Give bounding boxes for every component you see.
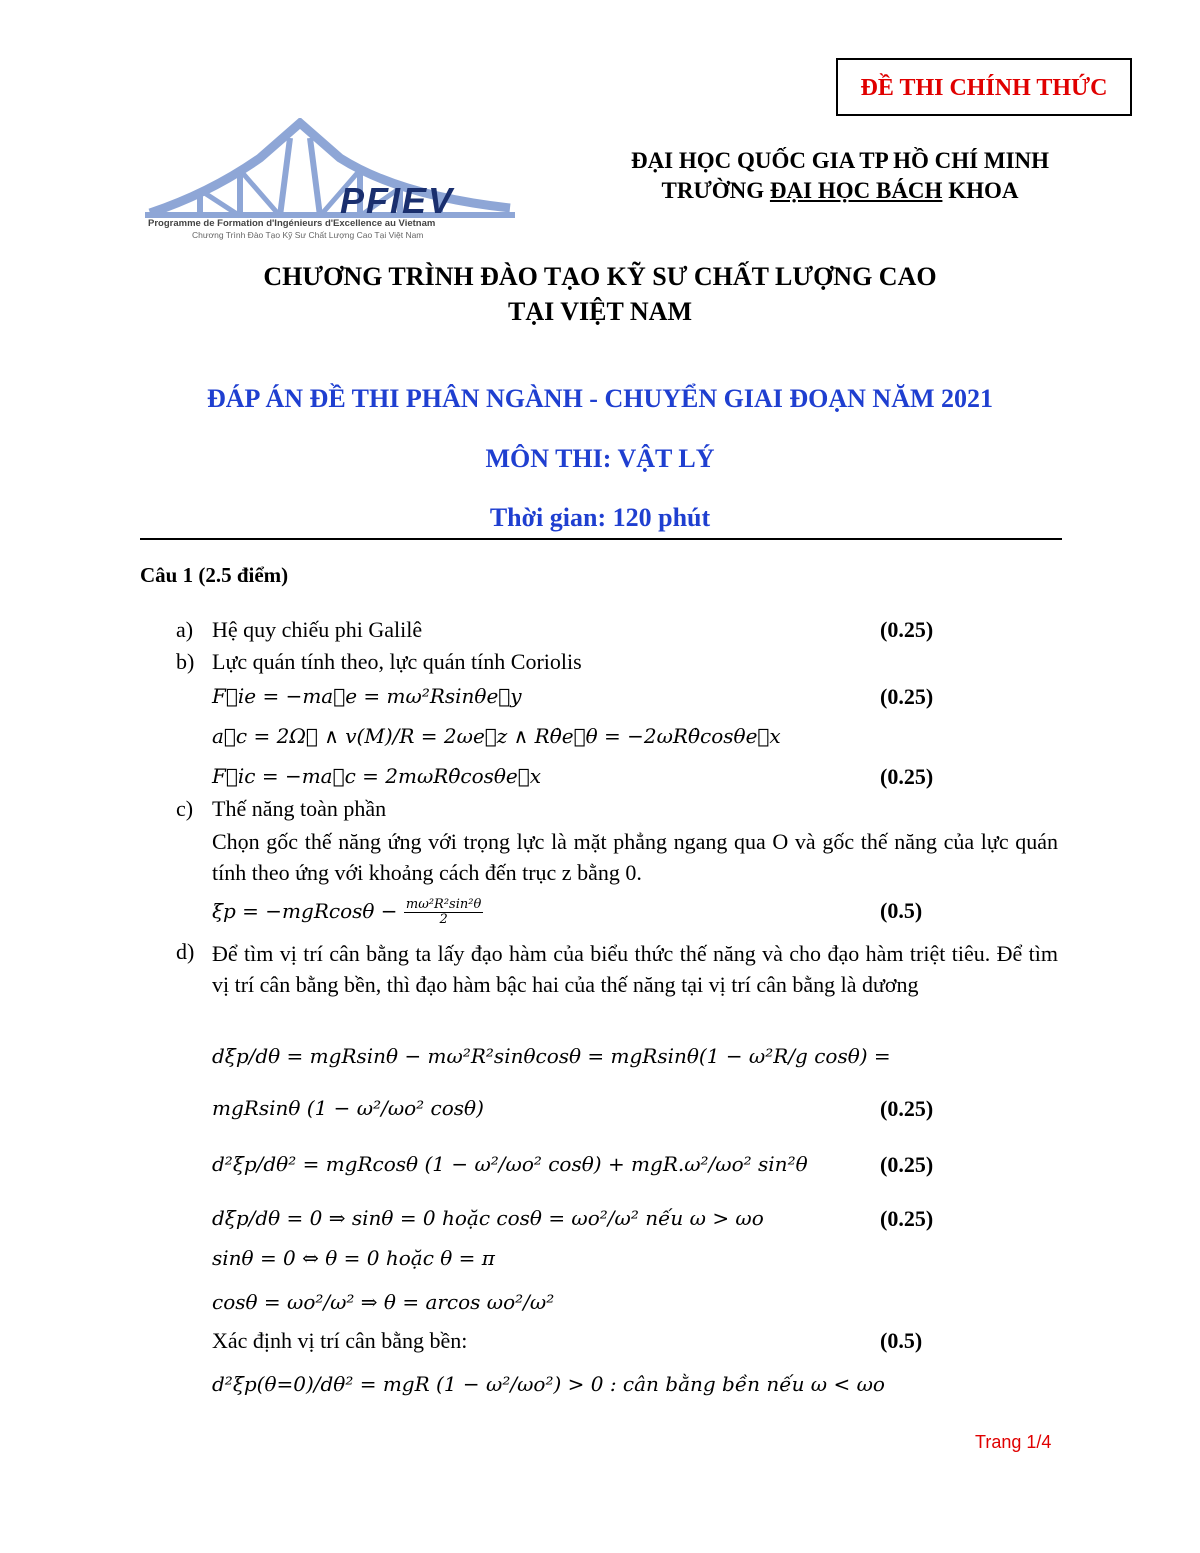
item-d-eq1: dξp/dθ = mgRsinθ − mω²R²sinθcosθ = mgRsinθ(1 − ω²R/g cosθ) = bbox=[212, 1044, 891, 1068]
item-b-eq2: a⃗c = 2Ω⃗ ∧ v(M)/R = 2ωe⃗z ∧ Rθ̇e⃗θ = −2ωRθ̇cosθe⃗x bbox=[212, 724, 781, 748]
exam-subject: MÔN THI: VẬT LÝ bbox=[485, 444, 715, 473]
item-d-eq7: d²ξp(θ=0)/dθ² = mgR (1 − ω²/ωo²) > 0 : cân bằng bền nếu ω < ωo bbox=[212, 1372, 885, 1396]
item-d-stable: Xác định vị trí cân bằng bền: (0.5) bbox=[212, 1328, 923, 1353]
program-title-line1: CHƯƠNG TRÌNH ĐÀO TẠO KỸ SƯ CHẤT LƯỢNG CAO bbox=[263, 262, 937, 291]
logo-tagline-fr: Programme de Formation d'Ingénieurs d'Excellence au Vietnam bbox=[148, 218, 436, 229]
university-name: ĐẠI HỌC QUỐC GIA TP HỒ CHÍ MINH bbox=[630, 148, 1050, 173]
item-d-eq4: dξp/dθ = 0 ⇒ sinθ = 0 hoặc cosθ = ωo²/ω² nếu ω > ωo (0.25) bbox=[212, 1206, 934, 1231]
pfiev-logo bbox=[140, 118, 520, 243]
official-exam-stamp: ĐỀ THI CHÍNH THỨC bbox=[836, 58, 1132, 116]
item-d: d) bbox=[176, 939, 195, 964]
school-name: TRƯỜNG ĐẠI HỌC BÁCH KHOA bbox=[661, 178, 1019, 203]
item-a: a) Hệ quy chiếu phi Galilê (0.25) bbox=[176, 617, 934, 642]
logo-tagline-vn: Chương Trình Đào Tạo Kỹ Sư Chất Lượng Cao Tại Việt Nam bbox=[192, 230, 424, 240]
item-d-eq2: mgRsinθ (1 − ω²/ωo² cosθ) (0.25) bbox=[212, 1096, 934, 1121]
item-c-paragraph: Chọn gốc thế năng ứng với trọng lực là mặt phẳng ngang qua O và gốc thế năng của lực quán tính theo ứng với khoảng cách đến trục z bằng 0. bbox=[212, 829, 1058, 885]
exam-title: ĐÁP ÁN ĐỀ THI PHÂN NGÀNH - CHUYỂN GIAI ĐOẠN NĂM 2021 bbox=[206, 384, 994, 413]
program-title-line2: TẠI VIỆT NAM bbox=[508, 297, 692, 326]
item-b-eq3: F⃗ic = −ma⃗c = 2mωRθ̇cosθe⃗x (0.25) bbox=[212, 764, 934, 789]
item-d-eq3: d²ξp/dθ² = mgRcosθ (1 − ω²/ωo² cosθ) + mgR.ω²/ωo² sin²θ (0.25) bbox=[212, 1152, 934, 1177]
item-d-eq6: cosθ = ωo²/ω² ⇒ θ = arcos ωo²/ω² bbox=[212, 1290, 555, 1314]
item-d-eq5: sinθ = 0 ⇔ θ = 0 hoặc θ = π bbox=[212, 1246, 495, 1270]
item-d-paragraph: Để tìm vị trí cân bằng ta lấy đạo hàm của biểu thức thế năng và cho đạo hàm triệt tiêu. Để tìm vị trí cân bằng bền, thì đạo hàm bậc hai của thế năng tại vị trí cân bằng là dương bbox=[212, 941, 1058, 997]
page-number: Trang 1/4 bbox=[975, 1432, 1052, 1452]
item-b-eq1: F⃗ie = −ma⃗e = mω²Rsinθe⃗y (0.25) bbox=[212, 684, 934, 709]
question-title: Câu 1 (2.5 điểm) bbox=[140, 563, 289, 587]
item-c: c) Thế năng toàn phần bbox=[176, 796, 387, 821]
logo-brand: PFIEV bbox=[340, 180, 455, 221]
university-header bbox=[600, 146, 1080, 206]
item-c-eq: ξp = −mgRcosθ − $\frac{\text{mω²R²sin²θ}}{2}$ (0.5) bbox=[212, 897, 923, 927]
item-b: b) Lực quán tính theo, lực quán tính Coriolis bbox=[176, 649, 582, 674]
exam-duration: Thời gian: 120 phút bbox=[489, 503, 711, 532]
header-divider bbox=[140, 538, 1062, 540]
